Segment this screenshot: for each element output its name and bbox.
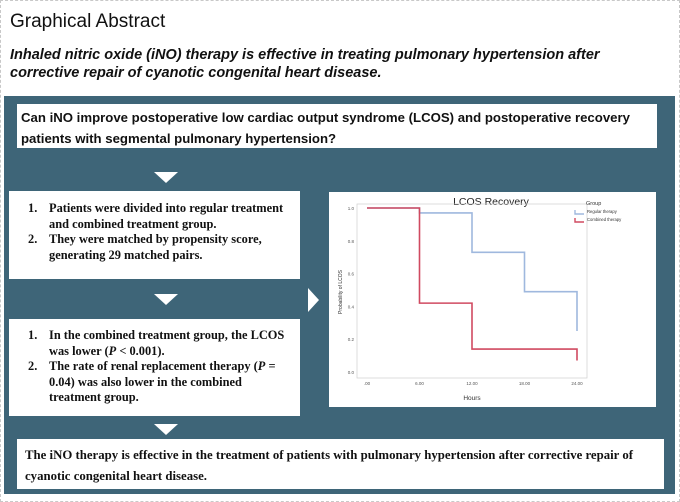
arrow-down-icon: [154, 424, 178, 435]
subtitle: Inhaled nitric oxide (iNO) therapy is effective in treating pulmonary hypertension after corrective repair of cyanotic congenital heart disease.: [10, 47, 600, 81]
y-tick-label: 0.6: [347, 271, 354, 277]
list-item: 2. They were matched by propensity score, generating 29 matched pairs.: [28, 232, 262, 262]
y-axis-label: Probability of LCOS: [338, 270, 344, 314]
legend-label: Combined therapy: [587, 217, 622, 222]
methods-list: [28, 201, 296, 263]
abstract-panel: [4, 96, 675, 494]
conclusion-text: The iNO therapy is effective in the treatment of patients with pulmonary hypertension after corrective repair of cyanotic congenital heart disease.: [25, 448, 633, 483]
x-tick-label: 6.00: [415, 381, 424, 386]
arrow-right-icon: [308, 288, 319, 312]
x-axis-label: Hours: [463, 395, 481, 402]
lcos-recovery-chart: [329, 192, 656, 407]
arrow-down-icon: [154, 294, 178, 305]
x-tick-label: 18.00: [518, 381, 531, 386]
question-text: Can iNO improve postoperative low cardiac output syndrome (LCOS) and postoperative recovery patients with segmental pulmonary hypertension?: [21, 110, 630, 146]
legend-label: Regular therapy: [587, 209, 617, 214]
list-item: 1. Patients were divided into regular treatment and combined treatment group.: [28, 201, 284, 231]
y-tick-label: 0.0: [347, 370, 354, 375]
y-tick-label: 1.0: [347, 206, 354, 211]
x-tick-label: 12.00: [466, 381, 478, 386]
arrow-down-icon: [154, 172, 178, 183]
question-box: [17, 104, 657, 148]
list-item: 1. In the combined treatment group, the LCOS was lower (P < 0.001).: [28, 328, 285, 358]
legend-title: Group: [586, 201, 602, 207]
list-item: 2. The rate of renal replacement therapy (P = 0.04) was also lower in the combined treatment group.: [28, 359, 276, 404]
chart-container: [329, 192, 656, 407]
methods-box: [9, 191, 300, 279]
page-title: Graphical Abstract: [10, 11, 166, 32]
x-tick-label: .00: [363, 381, 371, 386]
conclusion-box: [17, 439, 664, 489]
x-tick-label: 24.00: [571, 381, 583, 386]
y-tick-label: 0.8: [347, 238, 354, 244]
legend-swatch: [575, 210, 584, 214]
chart-title: LCOS Recovery: [453, 196, 529, 208]
results-list: [28, 328, 296, 406]
y-tick-label: 0.4: [347, 304, 354, 310]
results-box: [9, 319, 300, 416]
y-tick-label: 0.2: [347, 337, 354, 343]
legend-swatch: [575, 218, 584, 222]
